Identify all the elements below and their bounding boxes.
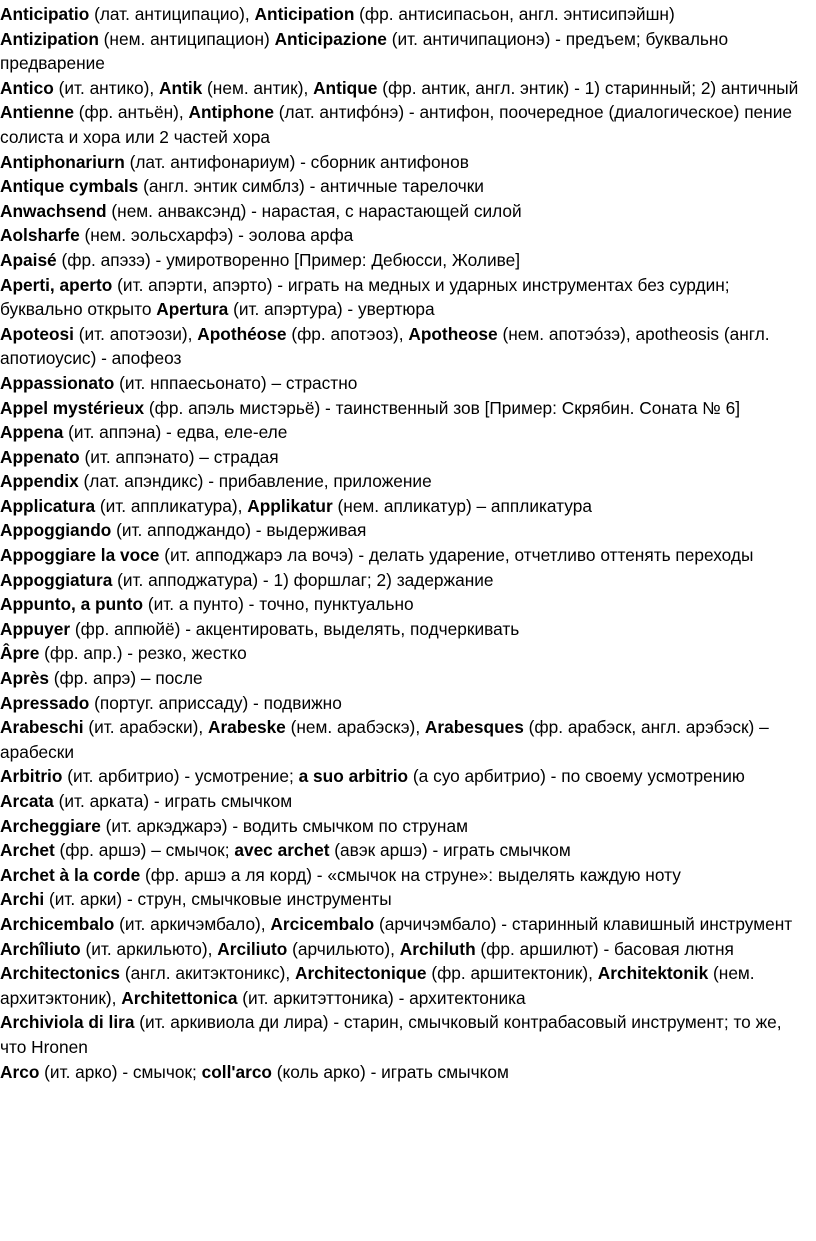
entry-text: (нем. апликатур) – аппликатура [332, 495, 592, 516]
entry-text: (ит. апподжарэ ла вочэ) - делать ударение, отчетливо оттенять переходы [159, 545, 754, 566]
entry-text: (ит. античипационэ) - предъем; буквально предварение [0, 28, 729, 74]
entry-text: (нем. архитэктоник), [0, 963, 755, 1008]
entry-term: Antiphonariurn [0, 151, 125, 172]
entry-term: Appuyer [0, 618, 71, 639]
entry-text: (англ. акитэктоникс), [120, 963, 295, 984]
dictionary-entry [0, 691, 806, 716]
entry-term: Appenato [0, 446, 80, 467]
entry-text: (фр. аппюйё) - акцентировать, выделять, подчеркивать [70, 618, 520, 639]
entry-term: Arabesques [424, 717, 524, 738]
entry-text: (ит. арки) - струн, смычковые инструменты [44, 889, 392, 910]
entry-text: (авэк аршэ) - играть смычком [329, 840, 571, 861]
entry-term: Appel mystérieux [0, 397, 145, 418]
entry-term: Apoteosi [0, 323, 74, 344]
entry-term: Architectonique [294, 963, 427, 984]
entry-text: (фр. апотэоз), [286, 323, 409, 344]
entry-text: (фр. антик, англ. энтик) - 1) старинный; 2) античный [377, 77, 799, 98]
entry-term: Apotheose [408, 323, 498, 344]
entry-term: Archiluth [399, 938, 476, 959]
entry-text: (фр. апэзэ) - умиротворенно [Пример: Дебюсси, Жоливе] [56, 249, 520, 270]
dictionary-entry [0, 2, 806, 27]
entry-term: Applikatur [247, 495, 333, 516]
dictionary-entry [0, 715, 806, 764]
dictionary-entry [0, 937, 806, 962]
entry-text: (ит. арката) - играть смычком [53, 791, 293, 811]
entry-text: (фр. аршитектоник), [426, 963, 598, 984]
dictionary-entry [0, 1010, 806, 1059]
entry-term: Apertura [156, 299, 229, 320]
entry-text: (ит. апотэози), [73, 323, 198, 344]
entry-term: Âpre [0, 643, 40, 664]
entry-text: (нем. анваксэнд) - нарастая, с нарастающей силой [106, 200, 522, 221]
entry-term: Arabeske [207, 717, 286, 738]
entry-term: Archiviola di lira [0, 1012, 135, 1033]
dictionary-entry [0, 518, 806, 543]
entry-text: (фр. антисипасьон, англ. энтисипэйшн) [354, 4, 675, 24]
entry-term: Anticipatio [0, 4, 90, 24]
dictionary-entry [0, 863, 806, 888]
entry-term: Architectonics [0, 963, 121, 984]
entry-text: (фр. апрэ) – после [48, 668, 203, 689]
entry-text: (нем. антик), [202, 77, 314, 98]
entry-term: Appassionato [0, 372, 115, 393]
dictionary-entry [0, 617, 806, 642]
dictionary-entry [0, 27, 806, 76]
entry-term: Antiphone [188, 102, 274, 123]
entry-term: Appendix [0, 471, 79, 492]
entry-text: (ит. аркитэттоника) - архитектоника [237, 987, 526, 1008]
entry-text: (фр. аршэ) – смычок; [54, 840, 235, 861]
entry-term: Antik [159, 77, 203, 98]
entry-text: (фр. антьён), [73, 102, 189, 123]
entry-term: Architettonica [121, 987, 238, 1008]
entry-term: Archi [0, 889, 45, 910]
entry-term: Applicatura [0, 495, 96, 516]
dictionary-entry [0, 912, 806, 937]
entry-text: (нем. апотэóзэ), apotheosis (англ. апотиоусис) - апофеоз [0, 323, 770, 369]
entry-term: Antienne [0, 102, 74, 123]
entry-term: Arcata [0, 791, 54, 811]
entry-text: (ит. апэрти, апэрто) - играть на медных и ударных инструментах без сурдин; буквально открыто [0, 274, 730, 320]
entry-term: Anticipation [254, 4, 355, 24]
entry-text: (ит. арко) - смычок; [39, 1061, 202, 1082]
entry-term: Apressado [0, 692, 90, 713]
dictionary-entry [0, 764, 806, 789]
entry-text: (ит. аппэнато) – страдая [79, 446, 279, 467]
entry-text: (нем. арабэскэ), [285, 717, 425, 738]
entry-term: Arabeschi [0, 717, 84, 738]
entry-text: (португ. априссаду) - подвижно [89, 692, 342, 713]
entry-term: Archîliuto [0, 938, 81, 959]
entry-term: Archeggiare [0, 815, 101, 836]
dictionary-entry [0, 174, 806, 199]
entry-text: (фр. апэль мистэрьё) - таинственный зов [Пример: Скрябин. Соната № 6] [144, 397, 741, 418]
entry-text: (ит. апподжатура) - 1) форшлаг; 2) задержание [112, 569, 494, 590]
entry-term: Appena [0, 422, 64, 443]
entry-text: (ит. апподжандо) - выдерживая [111, 520, 367, 541]
entry-term: Appunto, a punto [0, 594, 144, 615]
entry-text: (коль арко) - играть смычком [272, 1061, 509, 1082]
dictionary-entry [0, 223, 806, 248]
entry-term: Arciliuto [217, 938, 288, 959]
entry-text: (ит. нппаесьонато) – страстно [114, 372, 358, 393]
entry-term: Antico [0, 77, 54, 98]
dictionary-entry [0, 887, 806, 912]
entry-term: Anticipazione [274, 28, 387, 49]
entry-term: Antique [313, 77, 378, 98]
entry-text: (лат. антиципацио), [89, 4, 255, 24]
entry-text: (а суо арбитрио) - по своему усмотрению [408, 766, 745, 787]
entry-text: (ит. аркильюто), [80, 938, 218, 959]
entry-text: (ит. аппликатура), [95, 495, 248, 516]
dictionary-entry [0, 248, 806, 273]
entry-term: Apaisé [0, 249, 57, 270]
dictionary-entry [0, 150, 806, 175]
entry-term: a suo arbitrio [298, 766, 409, 787]
entry-text: (нем. антиципацион) [98, 28, 275, 49]
entry-text: (ит. а пунто) - точно, пунктуально [143, 594, 414, 615]
entry-text: (фр. апр.) - резко, жестко [39, 643, 247, 664]
entry-term: Archicembalo [0, 913, 115, 934]
entry-term: avec archet [234, 840, 330, 861]
entry-text: (фр. арабэск, англ. арэбэск) – арабески [0, 717, 769, 762]
dictionary-entry [0, 666, 806, 691]
entry-term: Appoggiatura [0, 569, 113, 590]
dictionary-entry [0, 445, 806, 470]
dictionary-entry [0, 838, 806, 863]
entry-term: Archet [0, 840, 55, 861]
entry-text: (ит. апэртура) - увертюра [228, 299, 435, 320]
entry-text: (лат. антифóнэ) - антифон, поочередное (диалогическое) пение солиста и хора или 2 частей хора [0, 102, 792, 147]
entry-term: Anwachsend [0, 200, 107, 221]
dictionary-entry [0, 76, 806, 101]
dictionary-entry [0, 420, 806, 445]
dictionary-entry [0, 543, 806, 568]
dictionary-entry [0, 568, 806, 593]
entry-text: (лат. апэндикс) - прибавление, приложение [78, 471, 432, 492]
entry-term: Architektonik [597, 963, 709, 984]
dictionary-entry [0, 1060, 806, 1085]
dictionary-entry [0, 100, 806, 149]
entry-term: Apothéose [197, 323, 287, 344]
dictionary-entry [0, 469, 806, 494]
dictionary-entry [0, 199, 806, 224]
entry-term: Arco [0, 1061, 40, 1082]
entry-term: Arcicembalo [270, 913, 375, 934]
entry-text: (ит. аркэджарэ) - водить смычком по струнам [100, 815, 468, 836]
dictionary-entry [0, 961, 806, 1010]
entry-text: (нем. эольсхарфэ) - эолова арфа [79, 225, 354, 246]
entry-term: Arbitrio [0, 766, 63, 787]
entry-term: Aperti, aperto [0, 274, 113, 295]
dictionary-entry [0, 396, 806, 421]
entry-text: (фр. аршэ а ля корд) - «смычок на струне»: выделять каждую ноту [140, 864, 681, 885]
entry-text: (ит. арбитрио) - усмотрение; [62, 766, 299, 787]
entry-text: (ит. аркичэмбало), [114, 913, 271, 934]
entry-text: (ит. арабэски), [83, 717, 208, 738]
dictionary-entry [0, 789, 806, 814]
dictionary-entry [0, 592, 806, 617]
entry-term: Aolsharfe [0, 225, 80, 246]
dictionary-entry [0, 641, 806, 666]
entry-text: (фр. аршилют) - басовая лютня [475, 938, 734, 959]
entry-term: Appoggiando [0, 520, 112, 541]
entry-text: (ит. антико), [53, 77, 160, 98]
entry-text: (ит. аркивиола ди лира) - старин, смычковый контрабасовый инструмент; то же, что Hronen [0, 1012, 782, 1057]
entry-text: (арчильюто), [287, 938, 400, 959]
entry-term: Appoggiare la voce [0, 545, 160, 566]
entry-term: Antique cymbals [0, 176, 139, 197]
dictionary-entry [0, 371, 806, 396]
dictionary-entry [0, 322, 806, 371]
dictionary-entry [0, 494, 806, 519]
entry-text: (лат. антифонариум) - сборник антифонов [124, 151, 469, 172]
dictionary-entry [0, 273, 806, 322]
entry-term: Archet à la corde [0, 864, 141, 885]
entry-text: (ит. аппэна) - едва, еле-еле [63, 422, 288, 443]
entry-term: Après [0, 668, 49, 689]
entry-term: coll'arco [201, 1061, 272, 1082]
entry-term: Antizipation [0, 28, 99, 49]
entry-text: (арчичэмбало) - старинный клавишный инструмент [374, 913, 793, 934]
entry-text: (англ. энтик симблз) - античные тарелочки [138, 176, 484, 197]
dictionary-entry [0, 814, 806, 839]
